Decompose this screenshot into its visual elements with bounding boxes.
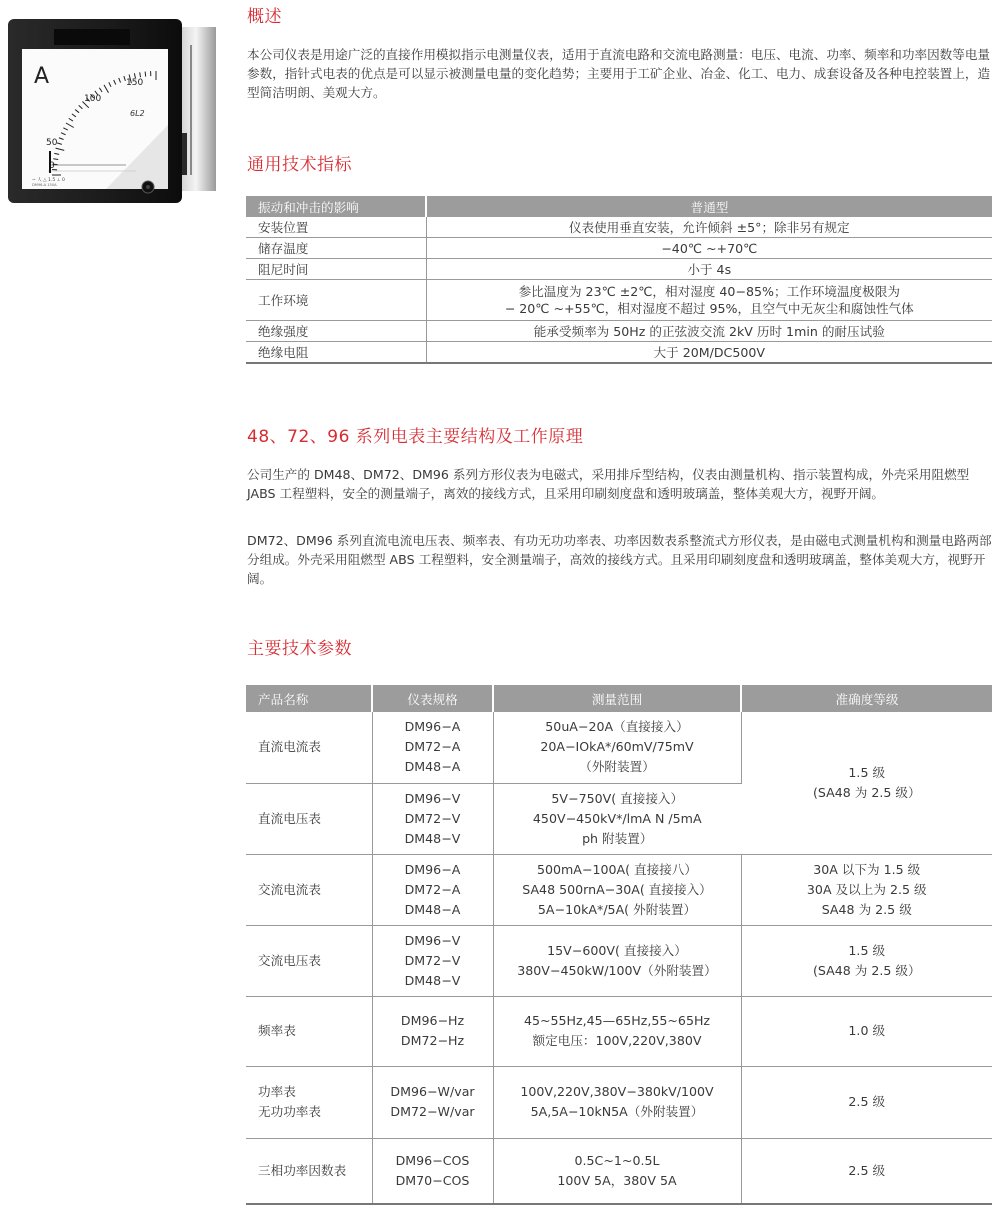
table-row [246, 259, 992, 280]
measure-range: 500mA−100A( 直接接八） SA48 500rnA−30A( 直接接入） 5A−10kA*/5A( 外附装置） [493, 854, 741, 925]
scale-label-150: 150 [126, 78, 144, 88]
spec-key: 阻尼时间 [246, 259, 426, 280]
spec-value: 参比温度为 23℃ ±2℃，相对湿度 40−85%；工作环境温度极限为 − 20℃ ~+55℃，相对湿度不超过 95%，且空气中无灰尘和腐蚀性气体 [426, 280, 992, 321]
accuracy-class: 1.5 级 (SA48 为 2.5 级） [741, 712, 992, 854]
table-row [246, 280, 992, 321]
accuracy-class: 1.5 级 (SA48 为 2.5 级） [741, 925, 992, 996]
spec-key: 绝缘电阻 [246, 342, 426, 364]
principle-para-1: 公司生产的 DM48、DM72、DM96 系列方形仪表为电磁式，采用排斥型结构，仪表由测量机构、指示装置构成，外壳采用阻燃型 JABS 工程塑料，安全的测量端子，离效的接线方式，且采用印刷刻度盘和透明玻璃盖，整体美观大方，视野开阔。 [247, 467, 970, 501]
table-row [246, 854, 992, 925]
scale-label-100: 100 [84, 94, 102, 104]
spec-value: 大于 20M/DC500V [426, 342, 992, 364]
table-row [246, 925, 992, 996]
measure-range: 0.5C~1~0.5L 100V 5A，380V 5A [493, 1138, 741, 1204]
product-name: 频率表 [246, 996, 372, 1066]
overview-title: 概述 [247, 7, 282, 27]
scale-label-0: 0 [49, 161, 55, 171]
spec-value: 能承受频率为 50Hz 的正弦波交流 2kV 历时 1min 的耐压试验 [426, 321, 992, 342]
table-header-row [246, 685, 992, 712]
meter-fine-print-2: DM96-A 150A [32, 183, 57, 187]
spec-value: 小于 4s [426, 259, 992, 280]
table-row [246, 217, 992, 238]
meter-fine-print: ~ 人 △ 1.5 ⊥ 0 [32, 178, 65, 183]
measure-range: 5V−750V( 直接接入） 450V−450kV*/lmA N /5mA ph 附装置） [493, 783, 741, 854]
accuracy-class: 30A 以下为 1.5 级 30A 及以上为 2.5 级 SA48 为 2.5 级 [741, 854, 992, 925]
table-row [246, 1138, 992, 1204]
product-spec: DM96−W/var DM72−W/var [372, 1066, 493, 1138]
header-cell: 准确度等级 [741, 685, 992, 712]
measure-range: 50uA−20A（直接接入） 20A−IOkA*/60mV/75mV （外附装置） [493, 712, 741, 783]
product-name: 功率表 无功功率表 [246, 1066, 372, 1138]
measure-range: 15V−600V( 直接接入） 380V−450kW/100V（外附装置） [493, 925, 741, 996]
product-name: 直流电压表 [246, 783, 372, 854]
accuracy-class: 2.5 级 [741, 1138, 992, 1204]
principle-title: 48、72、96 系列电表主要结构及工作原理 [247, 427, 584, 447]
accuracy-class: 1.0 级 [741, 996, 992, 1066]
table-row [246, 342, 992, 364]
product-spec: DM96−COS DM70−COS [372, 1138, 493, 1204]
product-spec: DM96−A DM72−A DM48−A [372, 854, 493, 925]
spec-key: 绝缘强度 [246, 321, 426, 342]
scale-label-50: 50 [46, 138, 58, 148]
product-spec: DM96−A DM72−A DM48−A [372, 712, 493, 783]
product-name: 直流电流表 [246, 712, 372, 783]
spec-key: 储存温度 [246, 238, 426, 259]
measure-range: 100V,220V,380V−380kV/100V 5A,5A−10kN5A（外附装置） [493, 1066, 741, 1138]
header-cell: 振动和冲击的影响 [246, 196, 426, 217]
header-cell: 普通型 [426, 196, 992, 217]
spec-key: 安装位置 [246, 217, 426, 238]
measure-range: 45~55Hz,45—65Hz,55~65Hz 额定电压：100V,220V,380V [493, 996, 741, 1066]
spec-value: 仪表使用垂直安装，允许倾斜 ±5°；除非另有规定 [426, 217, 992, 238]
overview-text: 本公司仪表是用途广泛的直接作用模拟指示电测量仪表，适用于直流电路和交流电路测量：电压、电流、功率、频率和功率因数等电量参数，指针式电表的优点是可以显示被测量电量的变化趋势；主要用于工矿企业、冶金、化工、电力、成套设备及各种电控装置上，造型简洁明朗、美观大方。 [247, 47, 991, 100]
table-row [246, 1066, 992, 1138]
table-header-row [246, 196, 992, 217]
product-name: 交流电压表 [246, 925, 372, 996]
main-params-table [246, 685, 992, 1205]
table-row [246, 321, 992, 342]
product-spec: DM96−V DM72−V DM48−V [372, 925, 493, 996]
product-name: 三相功率因数表 [246, 1138, 372, 1204]
main-params-title: 主要技术参数 [247, 639, 352, 659]
header-cell: 测量范围 [493, 685, 741, 712]
table-row [246, 996, 992, 1066]
header-cell: 产品名称 [246, 685, 372, 712]
product-spec: DM96−V DM72−V DM48−V [372, 783, 493, 854]
scale-tick [145, 72, 146, 77]
general-specs-table [246, 196, 992, 364]
product-name: 交流电流表 [246, 854, 372, 925]
meter-unit-label: A [34, 64, 50, 89]
spec-value: −40℃ ~+70℃ [426, 238, 992, 259]
panel-meter-image [6, 15, 218, 207]
spec-key: 工作环境 [246, 280, 426, 321]
header-cell: 仪表规格 [372, 685, 493, 712]
table-row [246, 712, 992, 783]
general-specs-title: 通用技术指标 [247, 155, 352, 175]
meter-model-mark: 6L2 [130, 109, 145, 118]
table-row [246, 238, 992, 259]
principle-para-2: DM72、DM96 系列直流电流电压表、频率表、有功无功功率表、功率因数表系整流式方形仪表，是由磁电式测量机构和测量电路两部分组成。外壳采用阻燃型 ABS 工程塑料，安全测量端子，高效的接线方式。且采用印刷刻度盘和透明玻璃盖，整体美观大方，视野开阔。 [247, 533, 992, 586]
product-spec: DM96−Hz DM72−Hz [372, 996, 493, 1066]
accuracy-class: 2.5 级 [741, 1066, 992, 1138]
